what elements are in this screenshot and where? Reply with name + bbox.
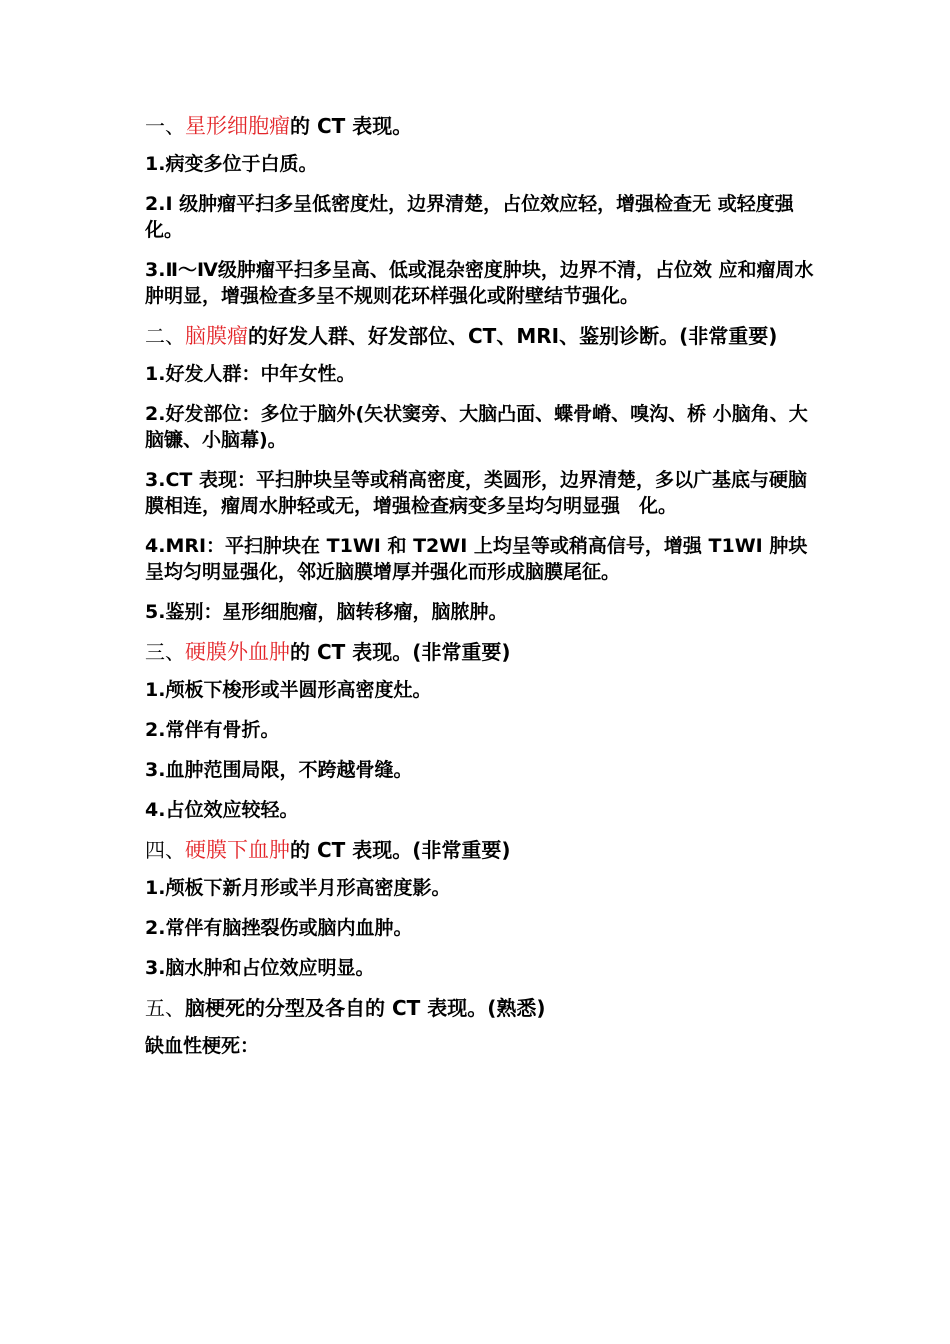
list-item: 3.脑水肿和占位效应明显。 <box>145 957 375 979</box>
heading-highlight: 脑膜瘤 <box>185 324 248 348</box>
heading-suffix: 的 CT 表现。(非常重要) <box>290 838 511 862</box>
list-item: 1.好发人群：中年女性。 <box>145 363 356 385</box>
section-heading <box>145 995 815 1021</box>
list-item: 4.MRI：平扫肿块在 T1WI 和 T2WI 上均呈等或稍高信号，增强 T1WI 肿块呈均匀明显强化，邻近脑膜增厚并强化而形成脑膜尾征。 <box>145 535 808 583</box>
list-item: 2.Ⅰ 级肿瘤平扫多呈低密度灶，边界清楚，占位效应轻，增强检查无 或轻度强化。 <box>145 193 794 241</box>
list-item: 4.占位效应较轻。 <box>145 799 299 821</box>
heading-suffix: 脑梗死的分型及各自的 CT 表现。(熟悉) <box>185 996 546 1020</box>
list-item: 5.鉴别：星形细胞瘤，脑转移瘤，脑脓肿。 <box>145 601 508 623</box>
list-item: 2.常伴有骨折。 <box>145 719 280 741</box>
document-body <box>145 113 815 1073</box>
section-heading <box>145 639 815 665</box>
heading-highlight: 硬膜外血肿 <box>185 640 290 664</box>
list-item: 3.CT 表现：平扫肿块呈等或稍高密度，类圆形，边界清楚，多以广基底与硬脑膜相连，瘤周水肿轻或无，增强检查病变多呈均匀明显强 化。 <box>145 469 807 517</box>
heading-prefix: 一、 <box>145 114 185 138</box>
list-item: 2.常伴有脑挫裂伤或脑内血肿。 <box>145 917 413 939</box>
heading-prefix: 二、 <box>145 324 185 348</box>
list-item: 2.好发部位：多位于脑外(矢状窦旁、大脑凸面、蝶骨嵴、嗅沟、桥 小脑角、大脑镰、小脑幕)。 <box>145 403 808 451</box>
list-item: 1.颅板下梭形或半圆形高密度灶。 <box>145 679 432 701</box>
heading-suffix: 的 CT 表现。(非常重要) <box>290 640 511 664</box>
heading-suffix: 的 CT 表现。 <box>290 114 413 138</box>
section-heading <box>145 323 815 349</box>
section-heading <box>145 113 815 139</box>
heading-highlight: 硬膜下血肿 <box>185 838 290 862</box>
list-item: 缺血性梗死： <box>145 1035 260 1057</box>
list-item: 3.Ⅱ～Ⅳ级肿瘤平扫多呈高、低或混杂密度肿块，边界不清，占位效 应和瘤周水肿明显，增强检查多呈不规则花环样强化或附壁结节强化。 <box>145 259 814 307</box>
list-item: 3.血肿范围局限，不跨越骨缝。 <box>145 759 413 781</box>
heading-highlight: 星形细胞瘤 <box>185 114 290 138</box>
section-heading <box>145 837 815 863</box>
list-item: 1.病变多位于白质。 <box>145 153 318 175</box>
heading-suffix: 的好发人群、好发部位、CT、MRI、鉴别诊断。(非常重要) <box>248 324 778 348</box>
heading-prefix: 五、 <box>145 996 185 1020</box>
list-item: 1.颅板下新月形或半月形高密度影。 <box>145 877 451 899</box>
heading-prefix: 三、 <box>145 640 185 664</box>
heading-prefix: 四、 <box>145 838 185 862</box>
